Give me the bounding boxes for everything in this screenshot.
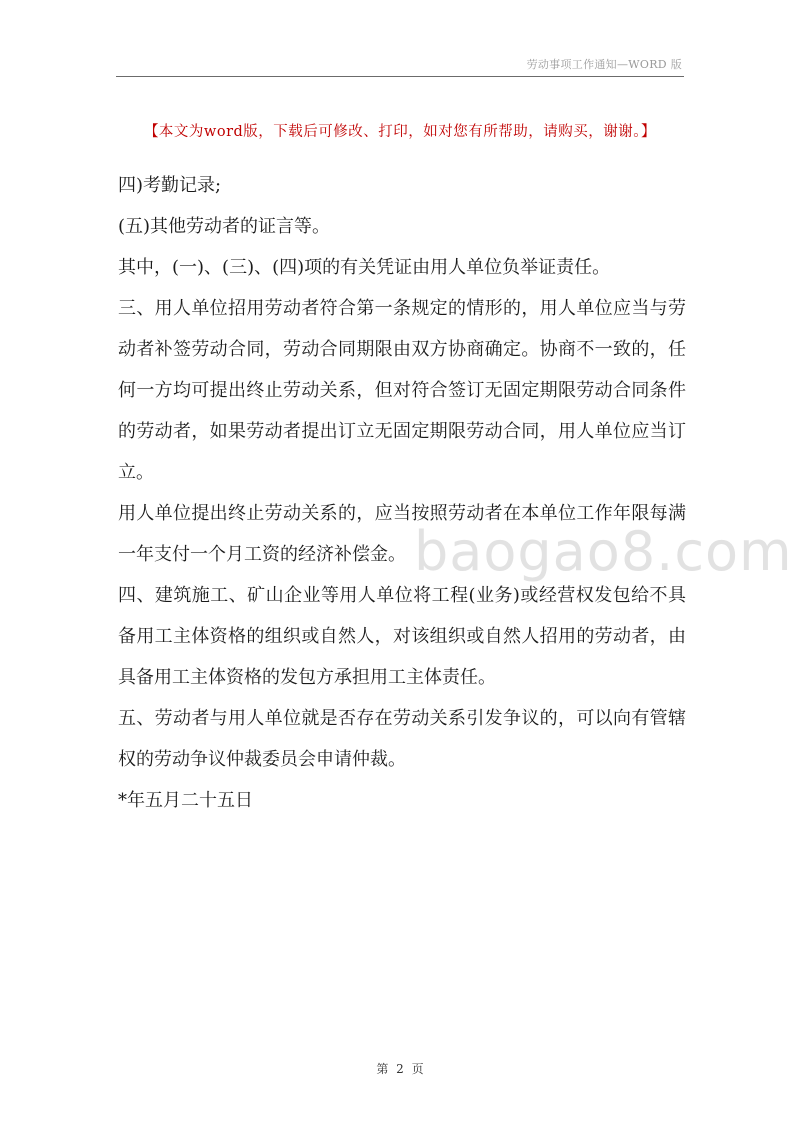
paragraph-attendance-record: 四)考勤记录; [118,175,222,196]
page-number: 2 [396,1062,404,1076]
paragraph-date: *年五月二十五日 [118,790,253,811]
paragraph-section-three: 三、用人单位招用劳动者符合第一条规定的情形的，用人单位应当与劳动者补签劳动合同，劳动合同期限由双方协商确定。协商不一致的，任何一方均可提出终止劳动关系，但对符合签订无固定期限劳动合同条件的劳动者，如果劳动者提出订立无固定期限劳动合同，用人单位应当订立。 [118,298,686,483]
page-header [116,50,684,77]
page-number-suffix: 页 [411,1062,424,1076]
paragraph-section-five: 五、劳动者与用人单位就是否存在劳动关系引发争议的，可以向有管辖权的劳动争议仲裁委员会申请仲裁。 [118,708,686,770]
purchase-notice: 【本文为word版，下载后可修改、打印，如对您有所帮助，请购买，谢谢。】 [143,124,657,140]
paragraph-witness-testimony: (五)其他劳动者的证言等。 [118,216,331,237]
header-title: 劳动事项工作通知—WORD 版 [526,58,682,71]
paragraph-burden-of-proof: 其中，(一)、(三)、(四)项的有关凭证由用人单位负举证责任。 [118,257,611,278]
document-body [118,165,686,821]
paragraph-economic-compensation: 用人单位提出终止劳动关系的，应当按照劳动者在本单位工作年限每满一年支付一个月工资的经济补偿金。 [118,503,686,565]
page-footer [0,1060,800,1077]
page-number-prefix: 第 [376,1062,389,1076]
paragraph-section-four: 四、建筑施工、矿山企业等用人单位将工程(业务)或经营权发包给不具备用工主体资格的组织或自然人，对该组织或自然人招用的劳动者，由具备用工主体资格的发包方承担用工主体责任。 [118,585,686,688]
watermark: baogao8.com [414,520,793,583]
